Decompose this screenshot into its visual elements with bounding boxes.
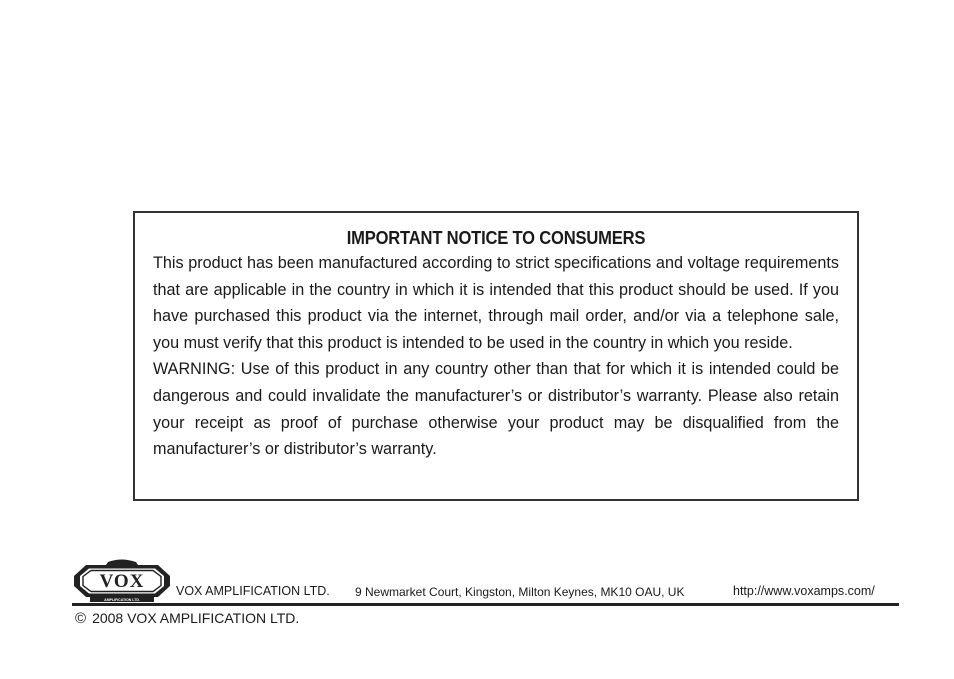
company-name: VOX AMPLIFICATION LTD.: [176, 584, 330, 598]
vox-logo: [72, 556, 172, 604]
notice-paragraph-consumer: This product has been manufactured according to strict specifications and voltage requirements that are applicable in the country in which it is intended that this product should be used. If you have purchased this product via the internet, through mail order, and/or via a telephone sale, you must verify that this product is intended to be used in the country in which you reside.: [153, 254, 839, 352]
copyright-text: 2008 VOX AMPLIFICATION LTD.: [92, 610, 300, 626]
notice-title: IMPORTANT NOTICE TO CONSUMERS: [346, 228, 646, 248]
notice-paragraph-warning: WARNING: Use of this product in any country other than that for which it is intended could be dangerous and could invalidate the manufacturer’s or distributor’s warranty. Please also retain your receipt as proof of purchase otherwise your product may be disqualified from the manufacturer’s or distributor’s warranty.: [153, 360, 839, 459]
important-notice-box: [133, 211, 859, 501]
copyright-symbol: ©: [75, 610, 87, 627]
footer: [72, 556, 900, 636]
footer-divider: [72, 603, 899, 606]
vox-logo-text: VOX: [99, 571, 145, 592]
vox-logo-subtext: AMPLIFICATION LTD.: [104, 598, 140, 602]
copyright: [75, 610, 299, 627]
notice-body: [153, 250, 839, 463]
company-address: 9 Newmarket Court, Kingston, Milton Keynes, MK10 OAU, UK: [355, 585, 685, 599]
company-url: http://www.voxamps.com/: [733, 584, 875, 598]
